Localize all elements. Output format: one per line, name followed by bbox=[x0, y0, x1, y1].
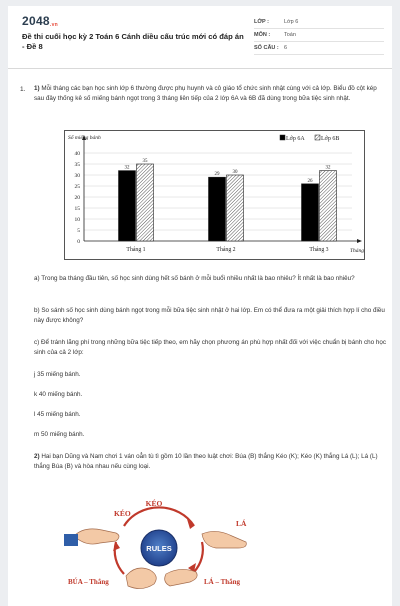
option-2[interactable]: k 40 miếng bánh. bbox=[34, 391, 83, 398]
rules-left-top-label: KÉO bbox=[114, 509, 131, 518]
bar-value-label: 32 bbox=[124, 165, 130, 171]
rules-top-label: KÉO bbox=[145, 499, 163, 508]
option-4[interactable]: m 50 miếng bánh. bbox=[34, 431, 85, 438]
option-3[interactable]: l 45 miếng bánh. bbox=[34, 411, 81, 418]
bar-6b bbox=[320, 171, 337, 241]
bar-6b bbox=[137, 164, 154, 241]
bar-6b bbox=[227, 175, 244, 241]
x-tick-label: Tháng 1 bbox=[126, 247, 146, 253]
meta-key: SỐ CÂU : bbox=[254, 45, 279, 51]
bar-value-label: 30 bbox=[232, 170, 238, 175]
meta-row-question-count bbox=[254, 42, 384, 55]
bar-6a bbox=[302, 184, 319, 241]
document-title: Đề thi cuối học kỳ 2 Toán 6 Cánh diều cấu trúc mới có đáp án - Đề 8 bbox=[22, 32, 244, 51]
site-logo[interactable]: 2048.vn bbox=[22, 14, 59, 28]
part2-label: 2) bbox=[34, 453, 40, 460]
chart-svg bbox=[54, 126, 376, 268]
sub-question-b: b) So sánh số học sinh dùng bánh ngọt trong mỗi bữa tiệc sinh nhật ở hai lớp. Em có thể đưa ra một giải thích hợp lí cho điều này được không? bbox=[34, 307, 385, 324]
scissors-hand-icon bbox=[74, 529, 119, 544]
part1-label: 1) bbox=[34, 85, 40, 92]
legend-label: Lớp 6B bbox=[321, 136, 340, 142]
double-bar-chart bbox=[54, 126, 376, 268]
meta-value: 6 bbox=[284, 45, 288, 51]
meta-table bbox=[254, 16, 384, 55]
bar-value-label: 35 bbox=[142, 159, 148, 164]
rules-bottom-right-label: LÁ – Thắng bbox=[204, 578, 241, 586]
y-tick-label: 0 bbox=[77, 239, 80, 245]
y-tick-label: 40 bbox=[74, 151, 80, 157]
document-header bbox=[8, 6, 392, 64]
part2-text: Hai bạn Dũng và Nam chơi 1 ván oẳn tù tì gồm 10 lần theo luật chơi: Búa (B) thắng Kéo (K); Kéo (K) thắng Lá (L); Lá (L) thắng Búa (B) và hòa nhau nếu cùng loại. bbox=[34, 453, 378, 470]
sub-question-a: a) Trong ba tháng đầu tiên, số học sinh dùng hết số bánh ở mỗi buổi nhiều nhất là bao nhiêu? Ít nhất là bao nhiêu? bbox=[34, 275, 355, 282]
y-tick-label: 35 bbox=[74, 162, 80, 168]
y-axis-title: Số miếng bánh bbox=[68, 135, 101, 141]
question-part1 bbox=[34, 84, 386, 104]
question-part2 bbox=[34, 452, 386, 472]
header-divider bbox=[8, 68, 392, 69]
arrow-top bbox=[124, 507, 194, 526]
option-1[interactable]: j 35 miếng bánh. bbox=[34, 371, 81, 378]
y-tick-label: 30 bbox=[74, 173, 80, 179]
meta-value: Toán bbox=[284, 32, 296, 38]
rules-bottom-left-label: BÚA – Thắng bbox=[68, 578, 109, 586]
part1-text: Mỗi tháng các bạn học sinh lớp 6 thường được phụ huynh và cô giáo tổ chức sinh nhật cùng với cả lớp. Biểu đồ cột kép sau đây thống kê số miếng bánh ngọt trong 3 tháng liên tiếp của 2 lớp 6A và 6B đã dùng trong bữa tiệc sinh nhật. bbox=[34, 85, 377, 102]
question-number: 1. bbox=[20, 86, 26, 93]
rules-center-label: RULES bbox=[146, 544, 172, 553]
y-tick-label: 15 bbox=[74, 206, 80, 212]
sub-question-c: c) Để tránh lãng phí trong những bữa tiệc tiếp theo, em hãy chọn phương án phù hợp nhất đối với việc chuẩn bị bánh cho học sinh của cả 2 lớp: bbox=[34, 339, 386, 356]
rules-right-top-label: LÁ bbox=[236, 519, 247, 528]
x-axis-arrow bbox=[357, 239, 362, 243]
paper-hand-icon bbox=[202, 531, 246, 548]
bar-value-label: 32 bbox=[325, 165, 331, 171]
legend-label: Lớp 6A bbox=[286, 136, 305, 142]
legend-swatch bbox=[280, 135, 285, 140]
bar-6a bbox=[119, 171, 136, 241]
bar-6a bbox=[209, 177, 226, 241]
document-page bbox=[8, 6, 392, 606]
bar-value-label: 29 bbox=[214, 172, 220, 178]
meta-row-class bbox=[254, 16, 384, 29]
bar-value-label: 26 bbox=[307, 178, 313, 184]
meta-key: MÔN : bbox=[254, 32, 271, 38]
meta-value: Lớp 6 bbox=[284, 19, 299, 25]
meta-row-subject bbox=[254, 29, 384, 42]
legend-swatch bbox=[315, 135, 320, 140]
y-tick-label: 25 bbox=[74, 184, 80, 190]
rock-paper-scissors-rules-figure bbox=[54, 494, 264, 594]
x-tick-label: Tháng 2 bbox=[216, 247, 236, 253]
y-tick-label: 5 bbox=[77, 228, 80, 234]
x-axis-title: Tháng bbox=[349, 248, 364, 254]
y-tick-label: 10 bbox=[74, 217, 80, 223]
left-sleeve bbox=[64, 534, 78, 546]
x-tick-label: Tháng 3 bbox=[309, 247, 329, 253]
hand-bottom-right-icon bbox=[165, 569, 197, 586]
arrow-right bbox=[194, 542, 203, 572]
rock-hand-icon bbox=[126, 568, 156, 589]
y-tick-label: 20 bbox=[74, 195, 80, 201]
meta-key: LỚP : bbox=[254, 19, 269, 25]
